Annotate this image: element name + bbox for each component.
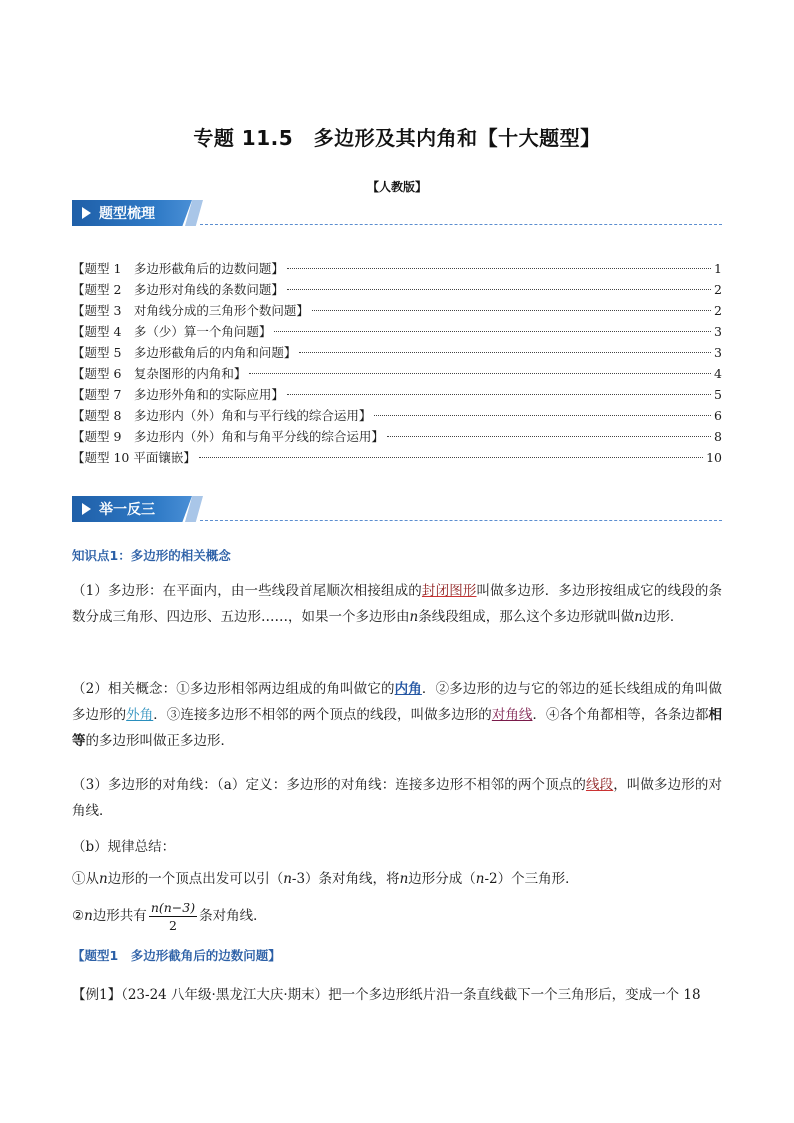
toc-entry-text: 【题型 6 复杂图形的内角和】 [72,366,247,381]
text-run: -3）条对角线，将 [291,871,400,887]
text-run: ．②多边形的边与它的邻边的延长线组成的角叫做多边形的 [72,681,723,723]
toc-leader [374,415,711,416]
term-segment: 线段 [585,777,614,793]
toc-page-number: 8 [714,429,722,444]
toc-page-number: 4 [714,366,722,381]
toc-entry-text: 【题型 8 多边形内（外）角和与平行线的综合运用】 [72,408,372,423]
text-run: 条线段组成，那么这个多边形就叫做 [418,609,635,625]
toc-page-number: 6 [714,408,722,423]
toc-entry-text: 【题型 3 对角线分成的三角形个数问题】 [72,303,309,318]
fraction-numerator: n(n−3) [150,900,196,915]
term-interior-angle: 内角 [394,681,422,697]
text-run: -2）个三角形． [484,871,579,887]
toc-entry-text: 【题型 9 多边形内（外）角和与角平分线的综合运用】 [72,429,384,444]
paragraph-diagonal-definition [72,772,722,824]
toc-entry-text: 【题型 4 多（少）算一个角问题】 [72,324,272,339]
toc-entry[interactable] [72,384,722,405]
text-run: ② [72,908,85,924]
section-title: 举一反三 [99,502,155,518]
toc-entry[interactable] [72,300,722,321]
toc-entry-text: 【题型 10 平面镶嵌】 [72,450,196,465]
math-variable: n [283,871,292,887]
toc-leader [299,352,711,353]
problem-type-heading: 【题型1 多边形截角后的边数问题】 [72,948,281,963]
term-diagonal: 对角线 [491,707,533,723]
toc-page-number: 5 [714,387,722,402]
toc-entry[interactable] [72,279,722,300]
math-variable: n [409,609,419,625]
fraction [149,899,197,934]
term-closed-figure: 封闭图形 [421,583,477,599]
fraction-denominator: 2 [168,918,177,933]
math-variable: n [475,871,485,887]
text-run: ①从 [72,871,99,887]
paragraph-rule-1 [72,866,722,892]
section-header-practice [72,496,202,522]
paragraph-rule-summary: （b）规律总结： [72,839,176,855]
toc-leader [287,289,711,290]
text-run: 边形共有 [92,908,147,924]
table-of-contents [72,258,722,468]
toc-page-number: 3 [714,324,722,339]
math-variable: n [99,871,108,887]
play-triangle-icon [82,503,91,515]
toc-page-number: 10 [706,450,722,465]
knowledge-point-heading: 知识点1：多边形的相关概念 [72,548,231,563]
section-divider [200,224,722,225]
toc-entry[interactable] [72,426,722,447]
toc-entry-text: 【题型 1 多边形截角后的边数问题】 [72,261,284,276]
paragraph-polygon-definition [72,578,722,630]
toc-entry-text: 【题型 2 多边形对角线的条数问题】 [72,282,284,297]
toc-leader [274,331,711,332]
toc-entry[interactable] [72,258,722,279]
section-divider [200,520,722,521]
text-run: （1）多边形：在平面内，由一些线段首尾顺次相接组成的 [72,583,422,599]
toc-page-number: 1 [714,261,722,276]
term-exterior-angle: 外角 [126,707,154,723]
paragraph-rule-2 [72,896,722,936]
toc-leader [249,373,711,374]
toc-page-number: 2 [714,282,722,297]
toc-entry[interactable] [72,321,722,342]
play-triangle-icon [82,207,91,219]
text-run: ．④各个角都相等，各条边都 [532,707,709,723]
text-run: 的多边形叫做正多边形． [85,733,234,749]
paragraph-related-concepts [72,676,722,754]
text-run: 边形分成（ [408,871,476,887]
toc-leader [287,394,711,395]
toc-entry[interactable] [72,342,722,363]
toc-entry-text: 【题型 7 多边形外角和的实际应用】 [72,387,284,402]
edition-label: 【人教版】 [366,180,427,194]
toc-leader [387,436,711,437]
toc-entry-text: 【题型 5 多边形截角后的内角和问题】 [72,345,297,360]
page-title: 专题 11.5 多边形及其内角和【十大题型】 [193,126,601,150]
toc-page-number: 2 [714,303,722,318]
term-equal: 相等 [72,707,723,749]
text-run: ，叫做多边形的对角线． [72,777,723,819]
math-variable: n [399,871,409,887]
toc-leader [287,268,711,269]
text-run: （3）多边形的对角线：（a）定义：多边形的对角线：连接多边形不相邻的两个顶点的 [72,777,586,793]
example-1: 【例1】（23-24 八年级·黑龙江大庆·期末）把一个多边形纸片沿一条直线截下一个三角形后，变成一个 18 [72,987,701,1003]
text-run: ．③连接多边形不相邻的两个顶点的线段，叫做多边形的 [153,707,492,723]
math-variable: n [84,908,93,924]
toc-leader [199,457,703,458]
math-variable: n [634,609,643,625]
text-run: （2）相关概念：①多边形相邻两边组成的角叫做它的 [72,681,395,697]
section-title: 题型梳理 [99,206,155,222]
toc-entry[interactable] [72,405,722,426]
toc-entry[interactable] [72,447,722,468]
toc-leader [312,310,711,311]
text-run: 边形的一个顶点出发可以引（ [107,871,284,887]
section-header-overview [72,200,202,226]
text-run: 叫做多边形．多边形按组成它的线段的条数分成三角形、四边形、五边形……，如果一个多边形由 [72,583,723,625]
toc-page-number: 3 [714,345,722,360]
text-run: 边形． [642,609,684,625]
toc-entry[interactable] [72,363,722,384]
text-run: 条对角线． [199,908,267,924]
